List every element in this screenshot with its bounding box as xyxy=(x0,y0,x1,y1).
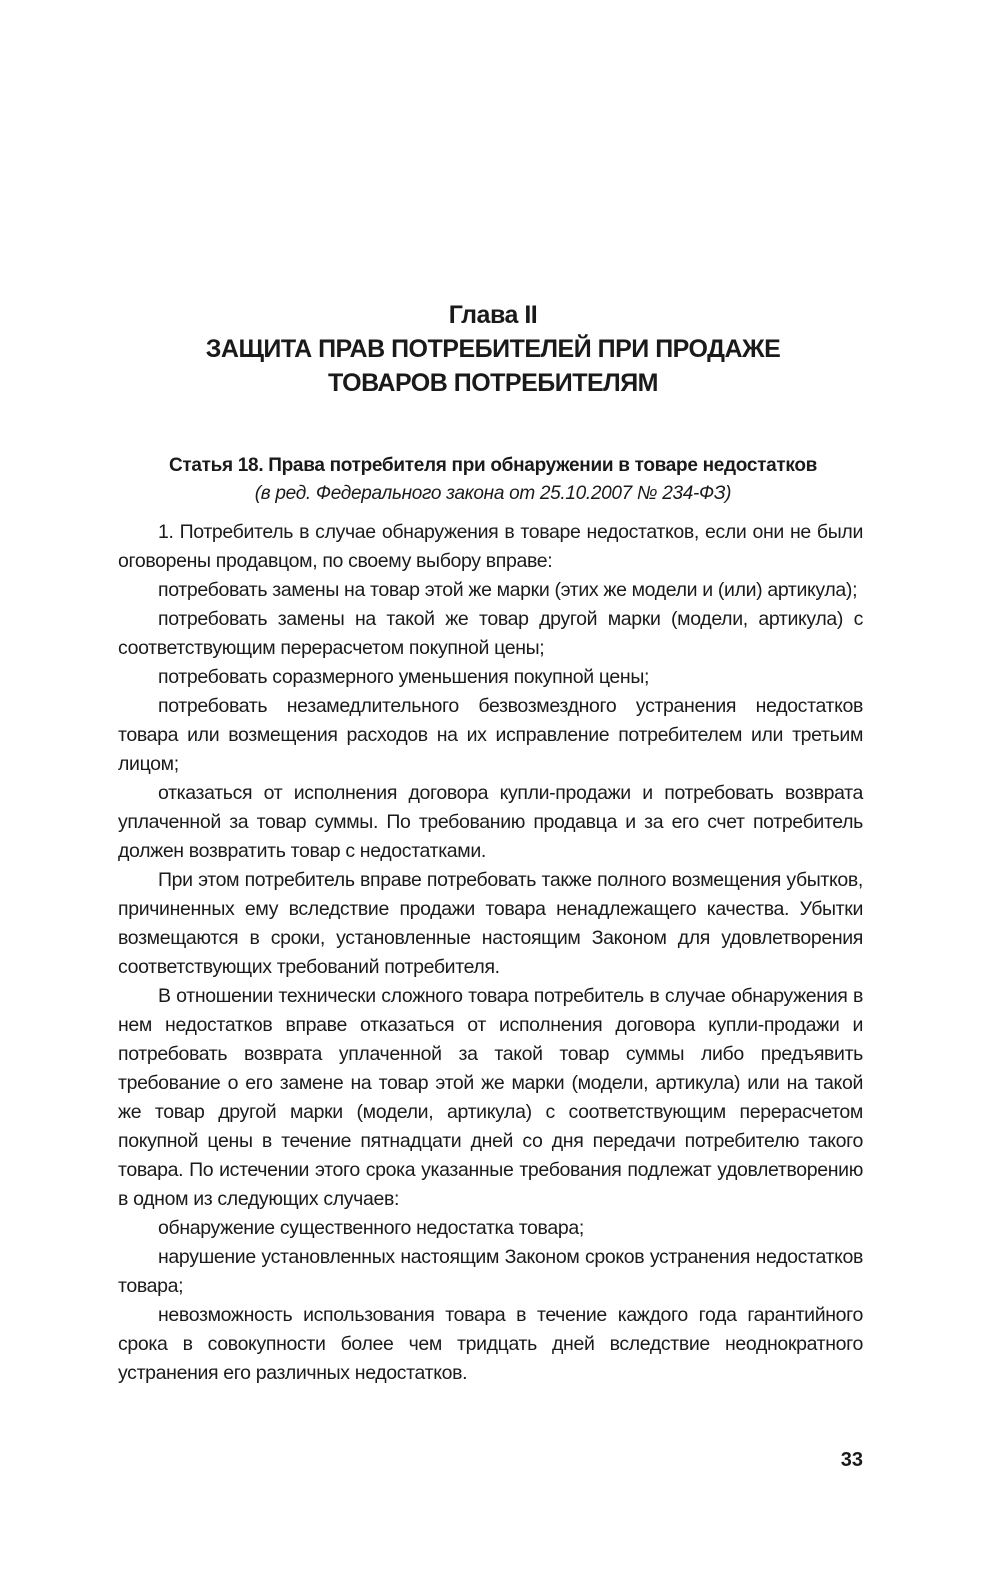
paragraph: потребовать соразмерного уменьшения покупной цены; xyxy=(158,666,650,688)
article-title: Статья 18. Права потребителя при обнаружении в товаре недостатков xyxy=(168,455,818,476)
article-body xyxy=(118,518,863,1388)
chapter-label: Глава II xyxy=(448,301,538,329)
paragraph: В отношении технически сложного товара потребитель в случае обнаружения в нем недостатков вправе отказаться от исполнения договора купли-продажи и потребовать возврата уплаченной за такой товар суммы либо предъявить требование о его замене на товар этой же марки (модели, артикула) или на такой же товар другой марки (модели, артикула) с соответствующим перерасчетом покупной цены в течение пятнадцати дней со дня передачи потребителю такого товара. По истечении этого срока указанные требования подлежат удовлетворению в одном из следующих случаев: xyxy=(118,985,863,1210)
article-heading xyxy=(118,452,868,508)
chapter-heading xyxy=(118,298,868,400)
article-edition-note: (в ред. Федерального закона от 25.10.2007 № 234-ФЗ) xyxy=(254,483,732,504)
paragraph: невозможность использования товара в течение каждого года гарантийного срока в совокупности более чем тридцать дней вследствие неоднократного устранения его различных недостатков. xyxy=(118,1304,863,1384)
paragraph: отказаться от исполнения договора купли-продажи и потребовать возврата уплаченной за товар суммы. По требованию продавца и за его счет потребитель должен возвратить товар с недостатками. xyxy=(118,782,863,862)
page-number: 33 xyxy=(840,1449,863,1471)
paragraph: потребовать замены на такой же товар другой марки (модели, артикула) с соответствующим перерасчетом покупной цены; xyxy=(118,608,863,659)
chapter-title-line-1: ЗАЩИТА ПРАВ ПОТРЕБИТЕЛЕЙ ПРИ ПРОДАЖЕ xyxy=(205,335,781,363)
chapter-title-line-2: ТОВАРОВ ПОТРЕБИТЕЛЯМ xyxy=(327,369,658,397)
paragraph: обнаружение существенного недостатка товара; xyxy=(158,1217,584,1239)
paragraph: потребовать незамедлительного безвозмездного устранения недостатков товара или возмещения расходов на их исправление потребителем или третьим лицом; xyxy=(118,695,863,775)
paragraph: При этом потребитель вправе потребовать также полного возмещения убытков, причиненных ему вследствие продажи товара ненадлежащего качества. Убытки возмещаются в сроки, установленные настоящим Законом для удовлетворения соответствующих требований потребителя. xyxy=(118,869,863,978)
paragraph: потребовать замены на товар этой же марки (этих же модели и (или) артикула); xyxy=(158,579,858,601)
paragraph: 1. Потребитель в случае обнаружения в товаре недостатков, если они не были оговорены продавцом, по своему выбору вправе: xyxy=(118,521,863,572)
paragraph: нарушение установленных настоящим Законом сроков устранения недостатков товара; xyxy=(118,1246,863,1297)
